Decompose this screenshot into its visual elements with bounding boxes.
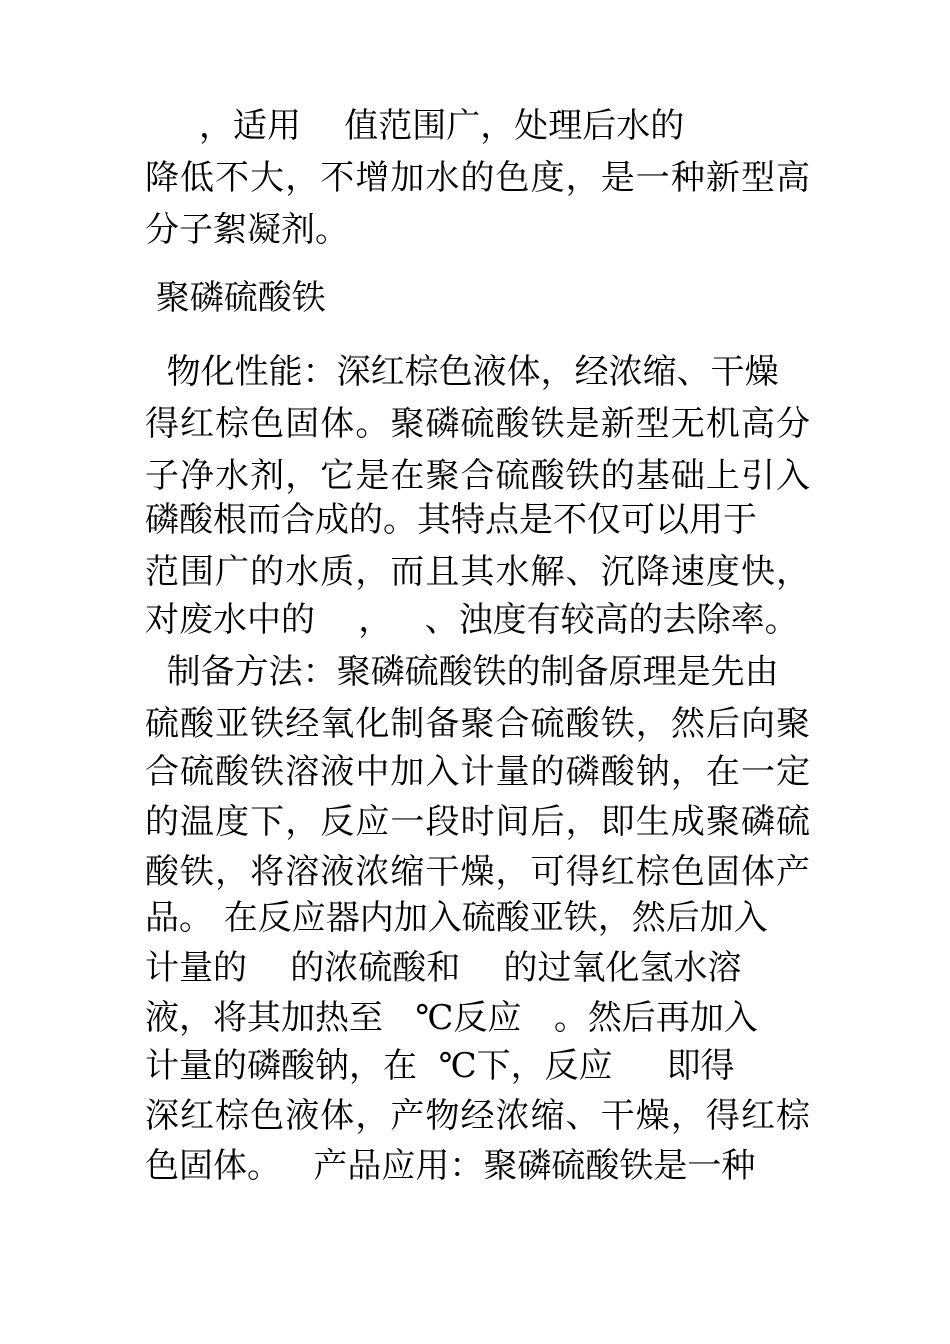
preparation-line-3: 合硫酸铁溶液中加入计量的磷酸钠，在一定	[145, 752, 810, 792]
preparation-line-10: 深红棕色液体，产物经浓缩、干燥，得红棕	[145, 1096, 810, 1136]
preparation-line-5: 酸铁，将溶液浓缩干燥，可得红棕色固体产	[145, 852, 810, 892]
properties-line-5: 范围广的水质，而且其水解、沉降速度快，	[145, 552, 810, 592]
preparation-line-7: 计量的 的浓硫酸和 的过氧化氢水溶	[145, 948, 742, 988]
preparation-line-2: 硫酸亚铁经氧化制备聚合硫酸铁，然后向聚	[145, 704, 810, 744]
section-heading: 聚磷硫酸铁	[145, 278, 326, 318]
properties-line-3: 子净水剂，它是在聚合硫酸铁的基础上引入	[145, 456, 810, 496]
preparation-line-9: 计量的磷酸钠，在 ℃下，反应 即得	[145, 1046, 735, 1086]
properties-line-6: 对废水中的 ， 、浊度有较高的去除率。	[145, 600, 799, 640]
properties-line-4: 磷酸根而合成的。其特点是不仅可以用于	[145, 500, 757, 540]
intro-line-1: ，适用 值范围广，处理后水的	[145, 106, 685, 146]
preparation-line-4: 的温度下，反应一段时间后，即生成聚磷硫	[145, 802, 810, 842]
intro-line-2: 降低不大，不增加水的色度，是一种新型高	[145, 158, 810, 198]
preparation-line-8: 液，将其加热至 ℃反应 。然后再加入	[145, 998, 758, 1038]
preparation-line-1: 制备方法：聚磷硫酸铁的制备原理是先由	[145, 652, 779, 692]
intro-line-3: 分子絮凝剂。	[145, 210, 349, 250]
properties-line-2: 得红棕色固体。聚磷硫酸铁是新型无机高分	[145, 404, 810, 444]
preparation-line-6: 品。 在反应器内加入硫酸亚铁，然后加入	[145, 898, 768, 938]
preparation-line-11: 色固体。 产品应用：聚磷硫酸铁是一种	[145, 1146, 756, 1186]
properties-line-1: 物化性能：深红棕色液体，经浓缩、干燥	[145, 352, 779, 392]
